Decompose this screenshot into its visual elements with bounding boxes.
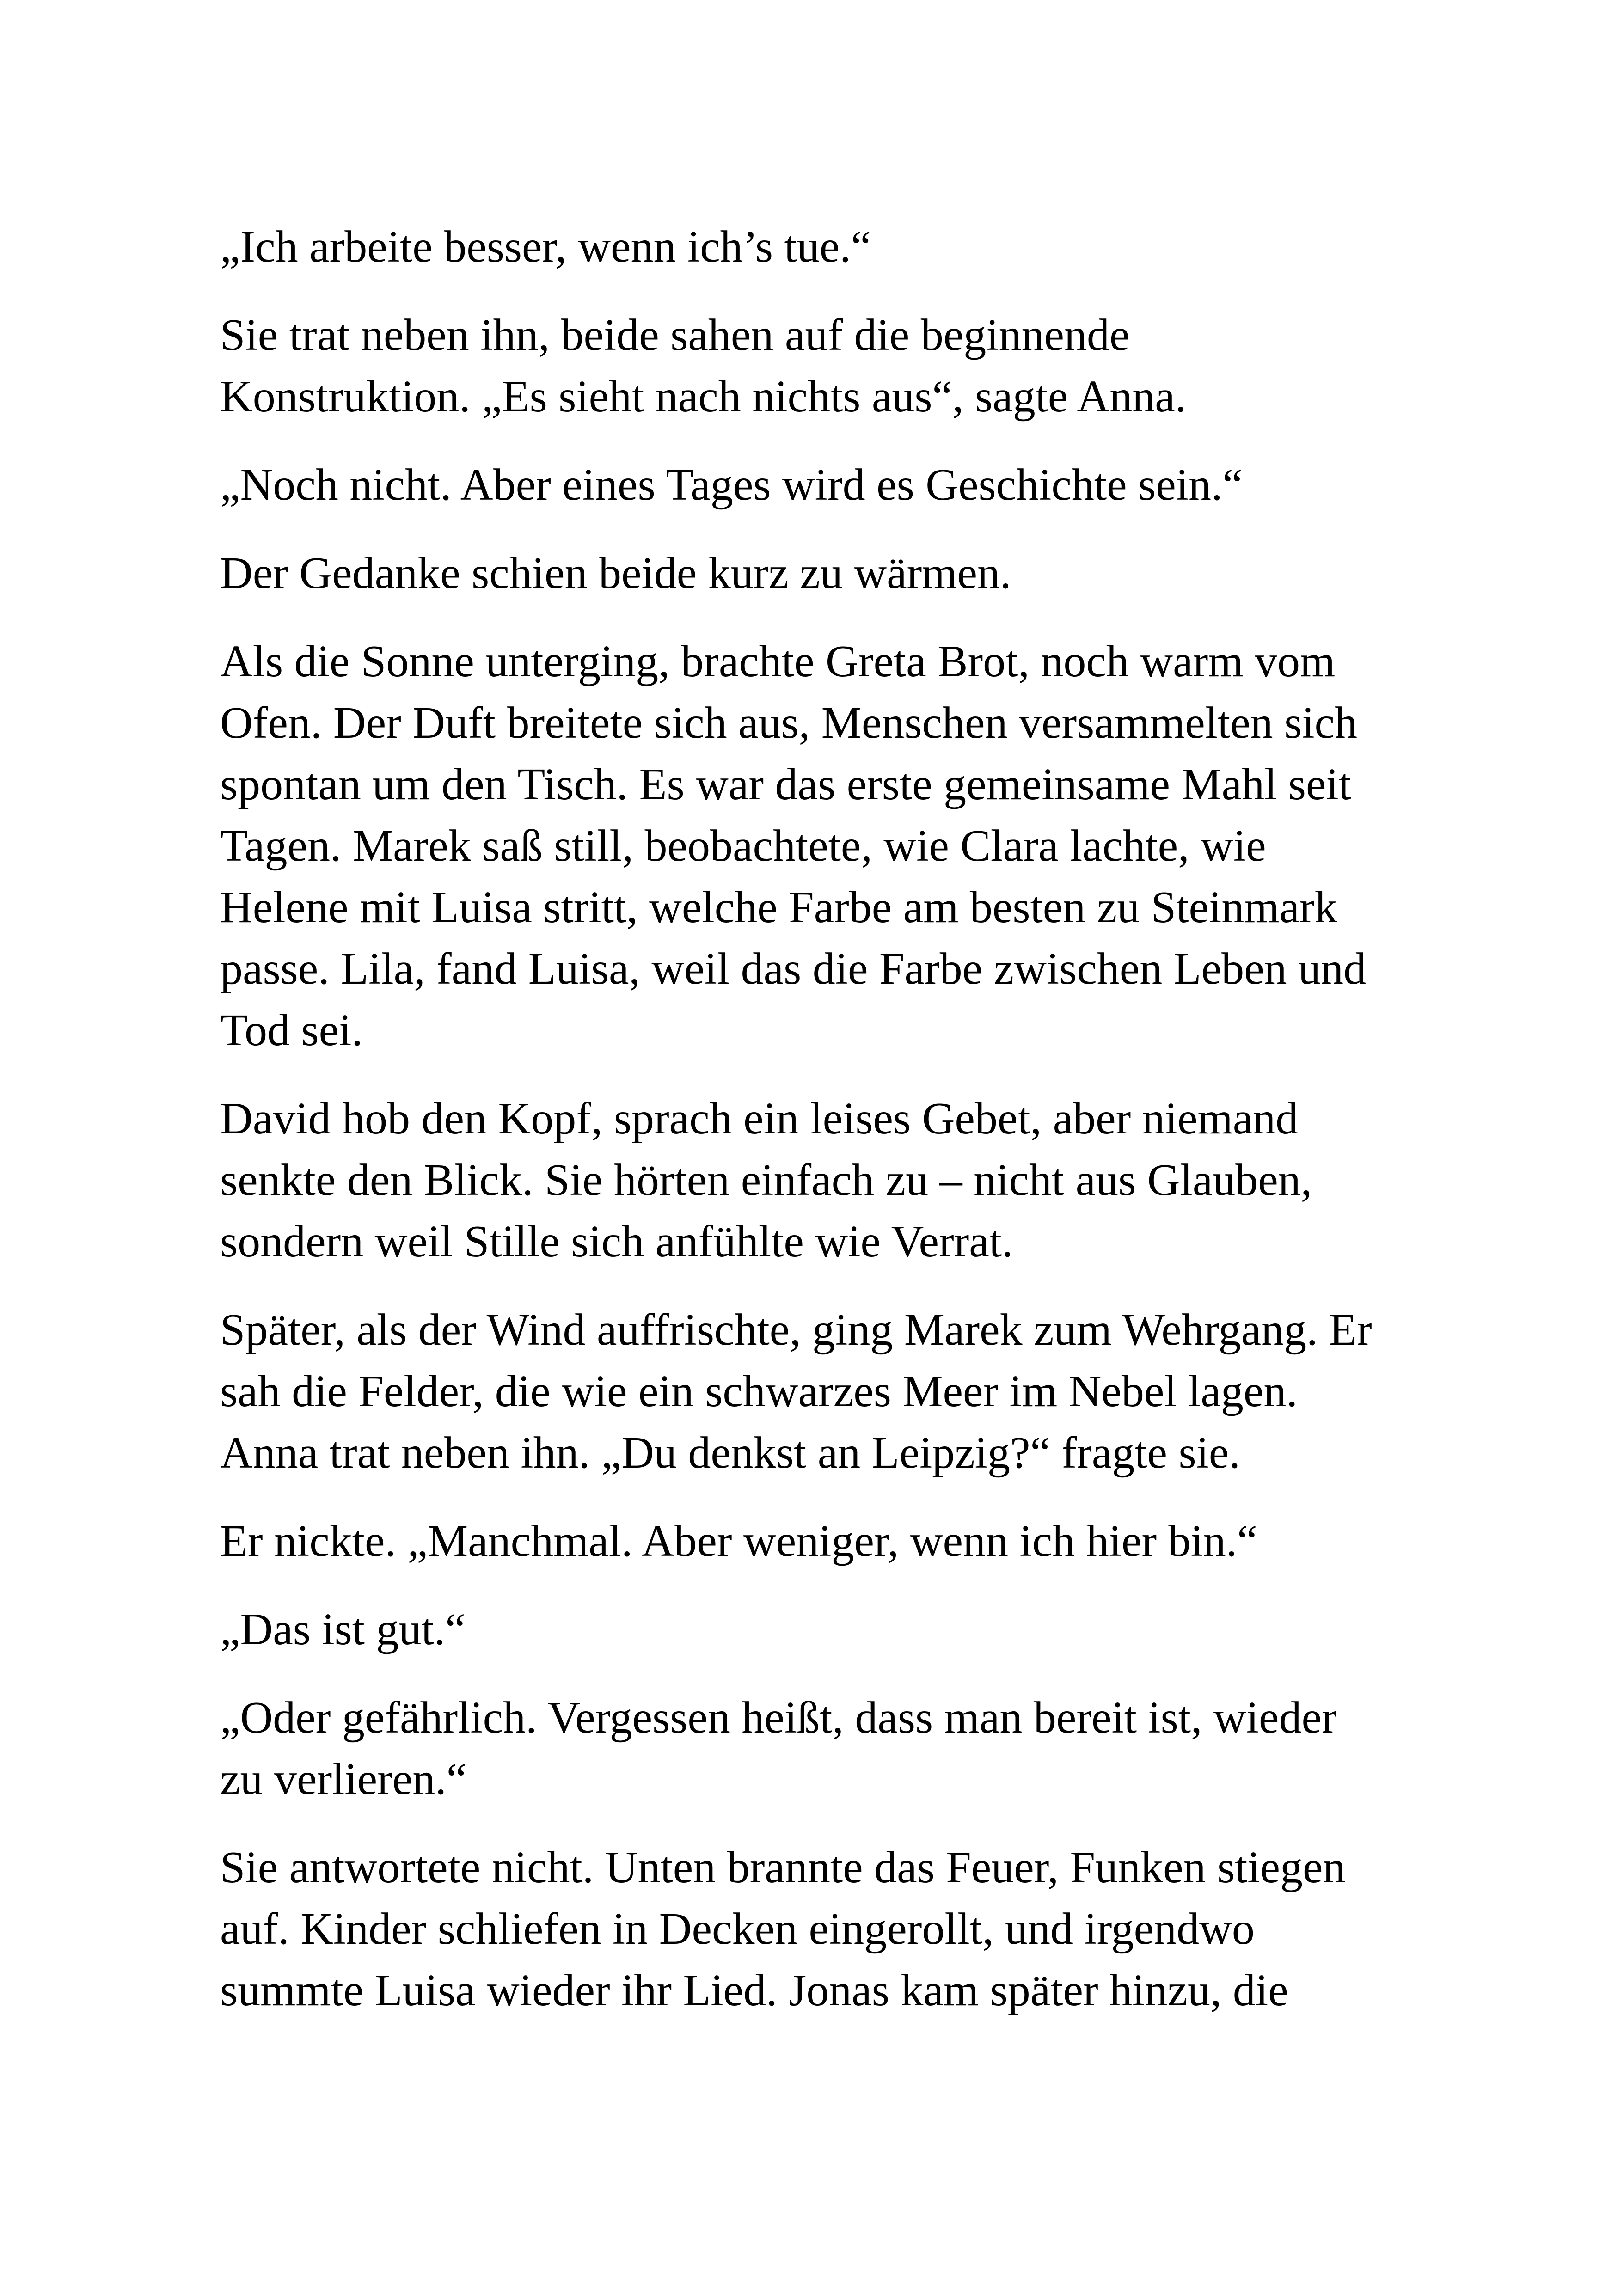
text-line: sah die Felder, die wie ein schwarzes Meer im Nebel lagen. xyxy=(220,1366,1298,1416)
paragraph-8 xyxy=(220,1511,1440,1572)
text-line: „Oder gefährlich. Vergessen heißt, dass man bereit ist, wieder xyxy=(220,1693,1337,1743)
text-line: Sie antwortete nicht. Unten brannte das Feuer, Funken stiegen xyxy=(220,1843,1346,1892)
paragraph-1 xyxy=(220,216,1440,278)
text-line: Ofen. Der Duft breitete sich aus, Menschen versammelten sich xyxy=(220,698,1358,748)
paragraph-9 xyxy=(220,1599,1440,1660)
paragraph-4 xyxy=(220,543,1440,604)
text-line: senkte den Blick. Sie hörten einfach zu – nicht aus Glauben, xyxy=(220,1155,1312,1205)
text-line: summte Luisa wieder ihr Lied. Jonas kam später hinzu, die xyxy=(220,1965,1288,2015)
paragraph-6 xyxy=(220,1088,1440,1273)
text-line: auf. Kinder schliefen in Decken eingerollt, und irgendwo xyxy=(220,1904,1255,1954)
text-line: Tod sei. xyxy=(220,1005,363,1055)
text-line: spontan um den Tisch. Es war das erste gemeinsame Mahl seit xyxy=(220,759,1351,809)
paragraph-3 xyxy=(220,454,1440,516)
text-line: Anna trat neben ihn. „Du denkst an Leipzig?“ fragte sie. xyxy=(220,1428,1240,1478)
paragraph-11 xyxy=(220,1837,1440,2021)
paragraph-10 xyxy=(220,1687,1440,1810)
paragraph-7 xyxy=(220,1299,1440,1484)
paragraph-2 xyxy=(220,305,1440,428)
text-line: „Das ist gut.“ xyxy=(220,1604,466,1654)
text-line: passe. Lila, fand Luisa, weil das die Farbe zwischen Leben und xyxy=(220,944,1367,994)
paragraph-5 xyxy=(220,631,1440,1061)
text-line: Konstruktion. „Es sieht nach nichts aus“, sagte Anna. xyxy=(220,372,1187,422)
text-line: Er nickte. „Manchmal. Aber weniger, wenn ich hier bin.“ xyxy=(220,1516,1257,1566)
text-line: Später, als der Wind auffrischte, ging Marek zum Wehrgang. Er xyxy=(220,1305,1372,1355)
text-body xyxy=(220,216,1440,2048)
text-line: Helene mit Luisa stritt, welche Farbe am besten zu Steinmark xyxy=(220,882,1337,932)
text-line: David hob den Kopf, sprach ein leises Gebet, aber niemand xyxy=(220,1094,1299,1144)
text-line: zu verlieren.“ xyxy=(220,1754,467,1804)
text-line: Als die Sonne unterging, brachte Greta Brot, noch warm vom xyxy=(220,637,1336,686)
text-line: „Ich arbeite besser, wenn ich’s tue.“ xyxy=(220,222,871,272)
text-line: Der Gedanke schien beide kurz zu wärmen. xyxy=(220,548,1011,598)
text-line: Tagen. Marek saß still, beobachtete, wie Clara lachte, wie xyxy=(220,821,1266,871)
text-line: sondern weil Stille sich anfühlte wie Verrat. xyxy=(220,1217,1013,1267)
text-line: „Noch nicht. Aber eines Tages wird es Geschichte sein.“ xyxy=(220,460,1243,510)
text-line: Sie trat neben ihn, beide sahen auf die beginnende xyxy=(220,310,1130,360)
